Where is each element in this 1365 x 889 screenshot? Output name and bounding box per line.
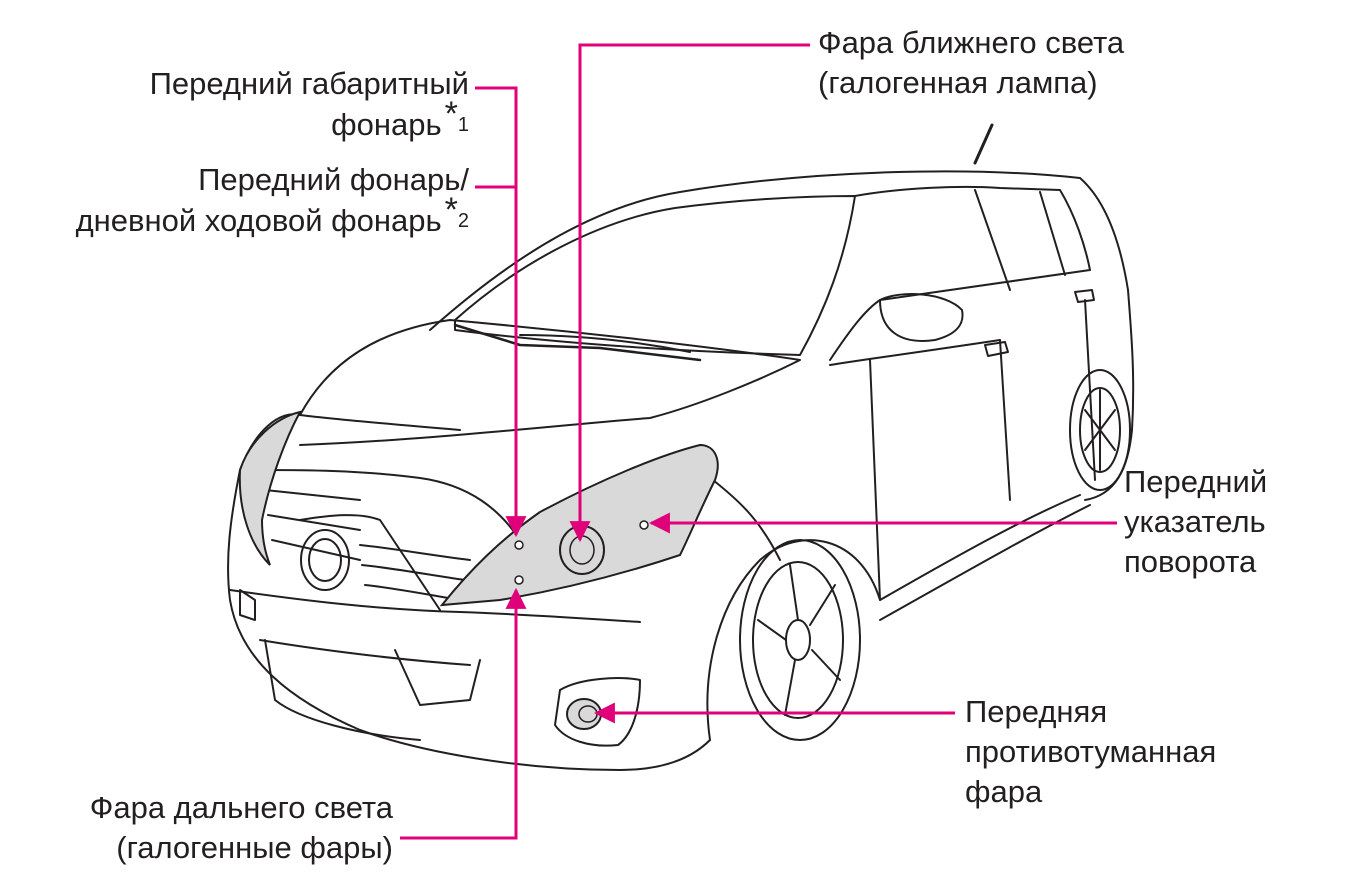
label-turn-signal-line1: Передний (1124, 464, 1268, 499)
label-high-beam (90, 788, 393, 868)
leader-line-high-beam (400, 590, 516, 838)
label-low-beam (818, 23, 1124, 103)
label-fog-lamp-line2: противотуманная (965, 734, 1217, 769)
label-high-beam-line2: (галогенные фары) (116, 830, 393, 865)
label-position-lamp (150, 64, 469, 149)
label-position-lamp-line1: Передний габаритный (149, 66, 469, 101)
label-fog-lamp-line3: фара (965, 774, 1043, 809)
label-turn-signal-line3: поворота (1124, 544, 1257, 579)
label-high-beam-line1: Фара дальнего света (89, 790, 393, 825)
high-beam-bulb (515, 576, 523, 584)
label-turn-signal-line2: указатель (1124, 504, 1266, 539)
position-lamp-bulb (515, 541, 523, 549)
footnote-number-1: 1 (457, 114, 469, 136)
leader-line-position-lamp (475, 88, 516, 535)
label-daytime-lamp-line2: дневной ходовой фонарь (75, 203, 442, 238)
label-fog-lamp-line1: Передняя (965, 694, 1108, 729)
footnote-marker-1: $*_1$ (444, 95, 469, 136)
label-fog-lamp (965, 692, 1216, 812)
footnote-number-2: 2 (457, 210, 469, 232)
turn-signal-bulb (640, 521, 648, 529)
label-turn-signal (1124, 462, 1267, 582)
footnote-marker-2: $*_2$ (444, 191, 469, 232)
label-position-lamp-line2-wrap (150, 95, 469, 149)
low-beam-projector (560, 526, 604, 574)
label-low-beam-line2: (галогенная лампа) (818, 65, 1098, 100)
label-position-lamp-line2: фонарь (331, 107, 442, 142)
label-daytime-lamp (76, 160, 469, 245)
label-daytime-lamp-line2-wrap (75, 191, 469, 245)
left-headlamp (240, 412, 300, 565)
label-low-beam-line1: Фара ближнего света (818, 25, 1125, 60)
label-daytime-lamp-line1: Передний фонарь/ (198, 162, 469, 197)
fog-lamp-lens (567, 699, 601, 729)
